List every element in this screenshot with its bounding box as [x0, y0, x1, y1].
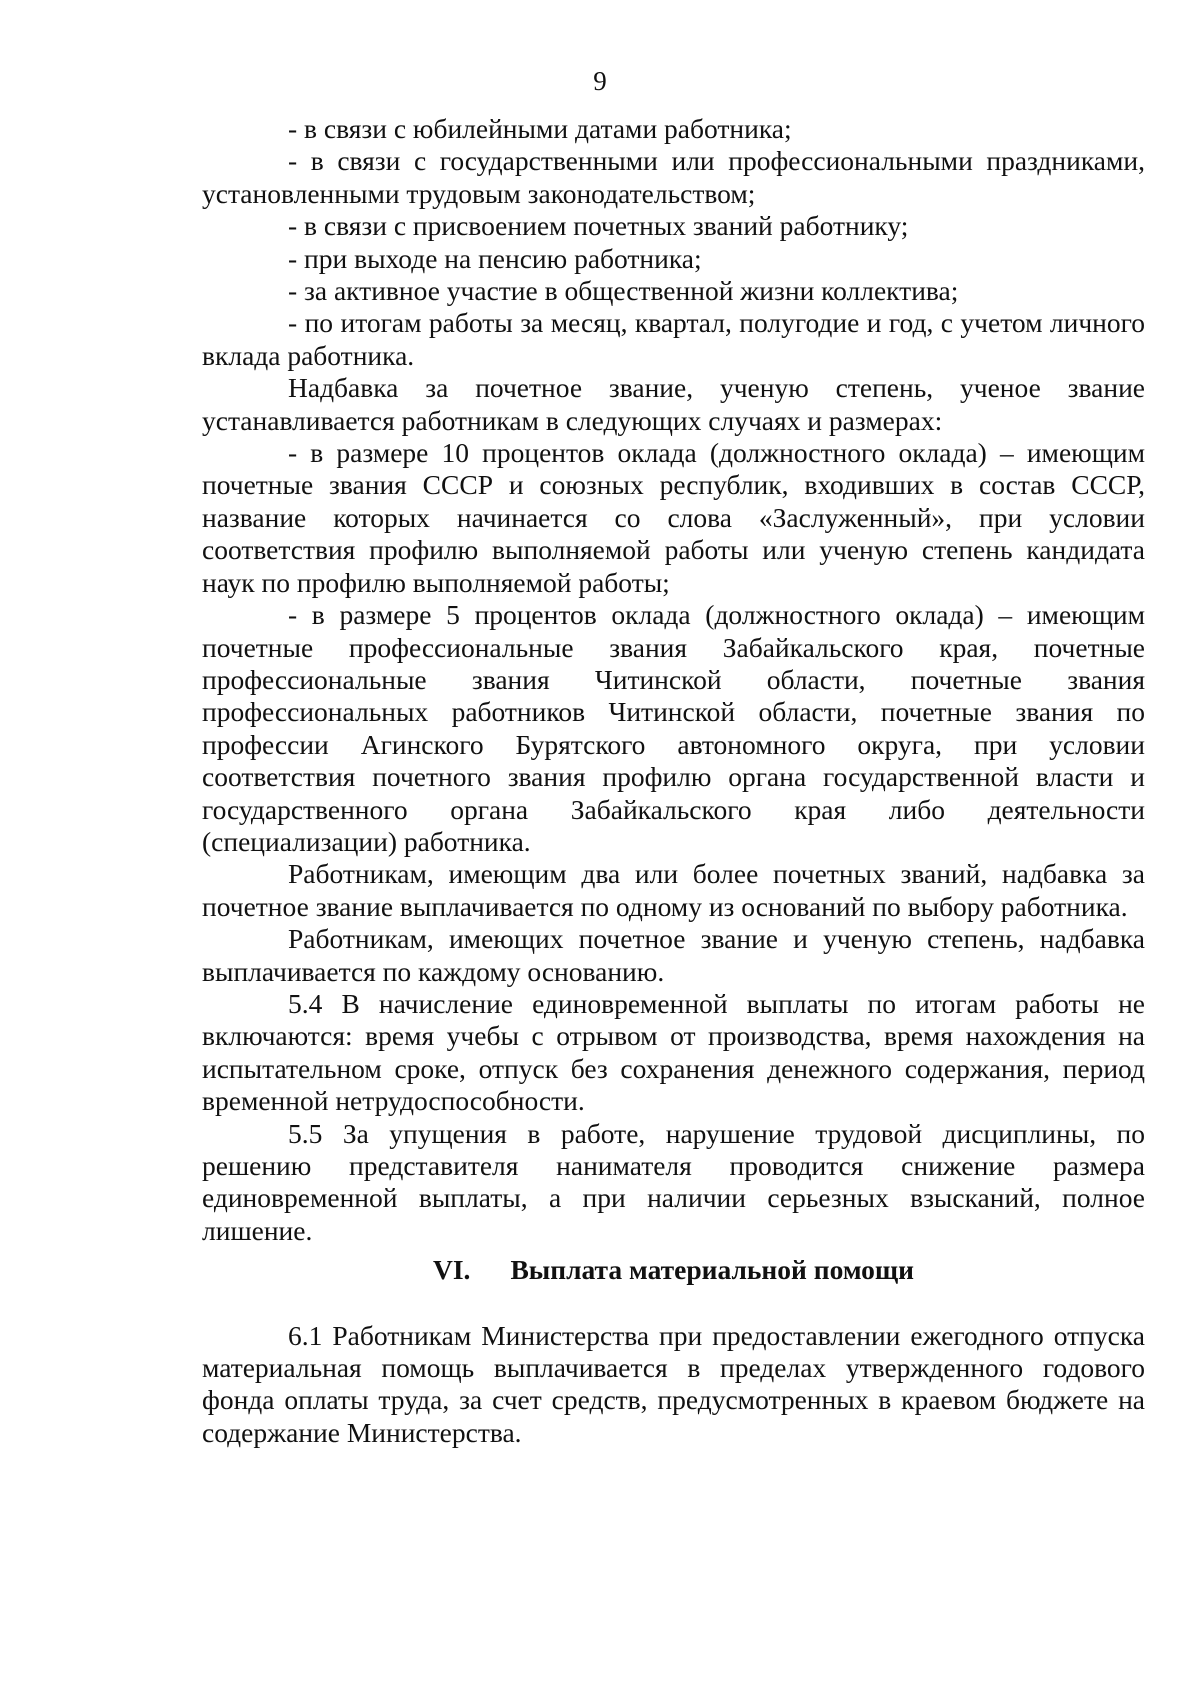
section-number: VI.: [433, 1254, 471, 1286]
section-spacer: [202, 1287, 1145, 1320]
paragraph-multiple-titles: Работникам, имеющим два или более почетных званий, надбавка за почетное звание выплачивается по одному из оснований по выбору работника.: [202, 858, 1145, 922]
page-number: 9: [593, 66, 607, 96]
paragraph-title-and-degree: Работникам, имеющих почетное звание и ученую степень, надбавка выплачивается по каждому основанию.: [202, 923, 1145, 987]
list-item-5-percent: - в размере 5 процентов оклада (должностного оклада) – имеющим почетные профессиональные звания Забайкальского края, почетные профессиональные звания Читинской области, почетные звания профессиональных работников Читинской области, почетные звания по профессии Агинского Бурятского автономного округа, при условии соответствия почетного звания профилю органа государственной власти и государственного органа Забайкальского края либо деятельности (специализации) работника.: [202, 599, 1145, 857]
list-item-honorary-titles: - в связи с присвоением почетных званий работнику;: [288, 210, 909, 242]
list-item-10-percent: - в размере 10 процентов оклада (должностного оклада) – имеющим почетные звания СССР и союзных республик, входивших в состав СССР, название которых начинается со слова «Заслуженный», при условии соответствия профилю выполняемой работы или ученую степень кандидата наук по профилю выполняемой работы;: [202, 437, 1145, 598]
paragraph-6-1: 6.1 Работникам Министерства при предоставлении ежегодного отпуска материальная помощь выплачивается в пределах утвержденного годового фонда оплаты труда, за счет средств, предусмотренных в краевом бюджете на содержание Министерства.: [202, 1319, 1145, 1448]
paragraph-honorary-bonus: Надбавка за почетное звание, ученую степень, ученое звание устанавливается работникам в следующих случаях и размерах:: [202, 372, 1145, 436]
paragraph-5-4: 5.4 В начисление единовременной выплаты по итогам работы не включаются: время учебы с отрывом от производства, время нахождения на испытательном сроке, отпуск без сохранения денежного содержания, период временной нетрудоспособности.: [202, 987, 1145, 1117]
list-item-social-activity: - за активное участие в общественной жизни коллектива;: [288, 275, 959, 307]
section-heading: [202, 1254, 1145, 1286]
list-item-retirement: - при выходе на пенсию работника;: [288, 242, 702, 274]
document-body: [202, 113, 1145, 1449]
list-item-period-results: - по итогам работы за месяц, квартал, полугодие и год, с учетом личного вклада работника.: [202, 307, 1145, 371]
paragraph-5-5: 5.5 За упущения в работе, нарушение трудовой дисциплины, по решению представителя нанимателя проводится снижение размера единовременной выплаты, а при наличии серьезных взысканий, полное лишение.: [202, 1117, 1145, 1246]
list-item-jubilee: - в связи с юбилейными датами работника;: [288, 113, 792, 144]
section-title: Выплата материальной помощи: [510, 1254, 914, 1286]
list-item-holidays: - в связи с государственными или профессиональными праздниками, установленными трудовым законодательством;: [202, 145, 1145, 209]
